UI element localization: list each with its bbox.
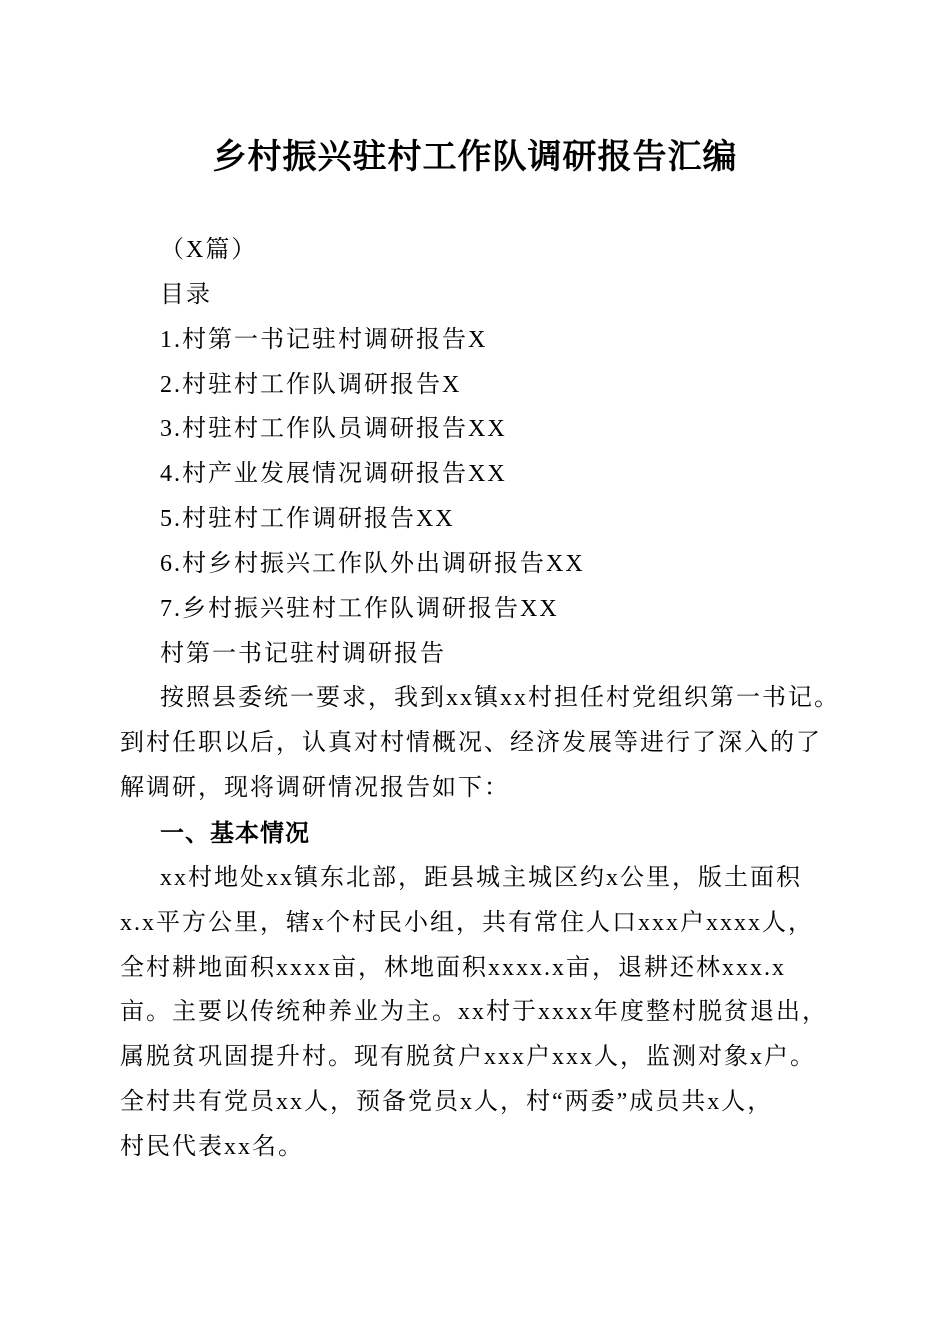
paragraph-line: 亩。主要以传统种养业为主。xx村于xxxx年度整村脱贫退出， [120,999,828,1026]
section-heading: 一、基本情况 [160,818,310,847]
article-title: 村第一书记驻村调研报告 [160,640,446,667]
table-of-contents [120,318,840,632]
toc-item: 2.村驻村工作队调研报告X [160,371,462,398]
paragraph-line: 村民代表xx名。 [120,1133,304,1160]
article-count-note: （X篇） [160,237,258,263]
document-title: 乡村振兴驻村工作队调研报告汇编 [212,139,738,176]
document-body [120,228,840,1170]
toc-heading: 目录 [160,281,212,308]
toc-item: 3.村驻村工作队员调研报告XX [160,416,507,443]
toc-item: 7.乡村振兴驻村工作队调研报告XX [160,595,559,622]
paragraph-line: 按照县委统一要求，我到xx镇xx村担任村党组织第一书记。 [160,685,840,712]
paragraph-line: 全村共有党员xx人，预备党员x人，村“两委”成员共x人， [120,1089,774,1116]
paragraph-line: 全村耕地面积xxxx亩，林地面积xxxx.x亩，退耕还林xxx.x [120,954,786,981]
paragraph-line: xx村地处xx镇东北部，距县城主城区约x公里，版土面积 [160,864,802,891]
intro-paragraph [120,676,840,811]
toc-item: 6.村乡村振兴工作队外出调研报告XX [160,550,585,577]
paragraph-line: x.x平方公里，辖x个村民小组，共有常住人口xxx户xxxx人， [120,909,814,936]
basic-info-paragraph [120,856,840,1170]
paragraph-line: 属脱贫巩固提升村。现有脱贫户xxx户xxx人，监测对象x户。 [120,1044,816,1071]
paragraph-line: 解调研，现将调研情况报告如下： [120,775,510,802]
toc-item: 4.村产业发展情况调研报告XX [160,461,507,488]
toc-item: 5.村驻村工作调研报告XX [160,506,455,533]
toc-item: 1.村第一书记驻村调研报告X [160,326,488,353]
paragraph-line: 到村任职以后，认真对村情概况、经济发展等进行了深入的了 [120,730,822,757]
